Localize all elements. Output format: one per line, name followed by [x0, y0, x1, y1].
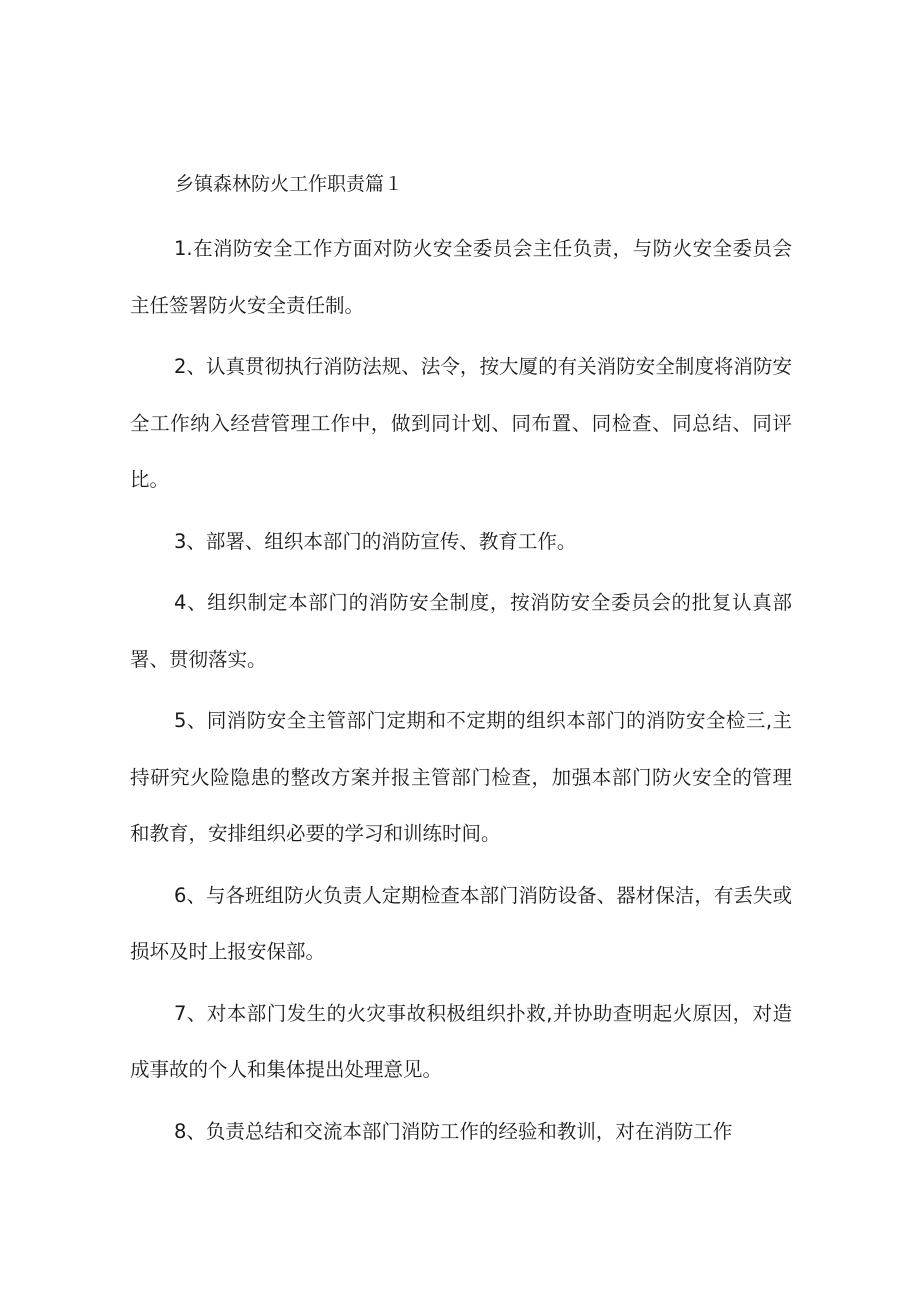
paragraph-5: 5、同消防安全主管部门定期和不定期的组织本部门的消防安全检三,主持研究火险隐患的整改方案并报主管部门检查，加强本部门防火安全的管理和教育，安排组织必要的学习和训练时间。	[130, 709, 792, 845]
paragraph-3: 3、部署、组织本部门的消防宣传、教育工作。	[174, 529, 577, 553]
paragraph-1: 1.在消防安全工作方面对防火安全委员会主任负责，与防火安全委员会主任签署防火安全责任制。	[130, 237, 792, 317]
paragraph-2: 2、认真贯彻执行消防法规、法令，按大厦的有关消防安全制度将消防安全工作纳入经营管理工作中，做到同计划、同布置、同检查、同总结、同评比。	[130, 355, 792, 491]
paragraph-8: 8、负责总结和交流本部门消防工作的经验和教训，对在消防工作	[174, 1119, 733, 1143]
paragraph-4: 4、组织制定本部门的消防安全制度，按消防安全委员会的批复认真部署、贯彻落实。	[130, 591, 792, 671]
paragraph-6: 6、与各班组防火负责人定期检查本部门消防设备、器材保洁，有丢失或损坏及时上报安保部。	[130, 883, 792, 963]
document-title: 乡镇森林防火工作职责篇１	[175, 173, 404, 195]
document-body	[130, 221, 792, 1165]
paragraph-7: 7、对本部门发生的火灾事故积极组织扑救,并协助查明起火原因，对造成事故的个人和集体提出处理意见。	[130, 1001, 792, 1081]
